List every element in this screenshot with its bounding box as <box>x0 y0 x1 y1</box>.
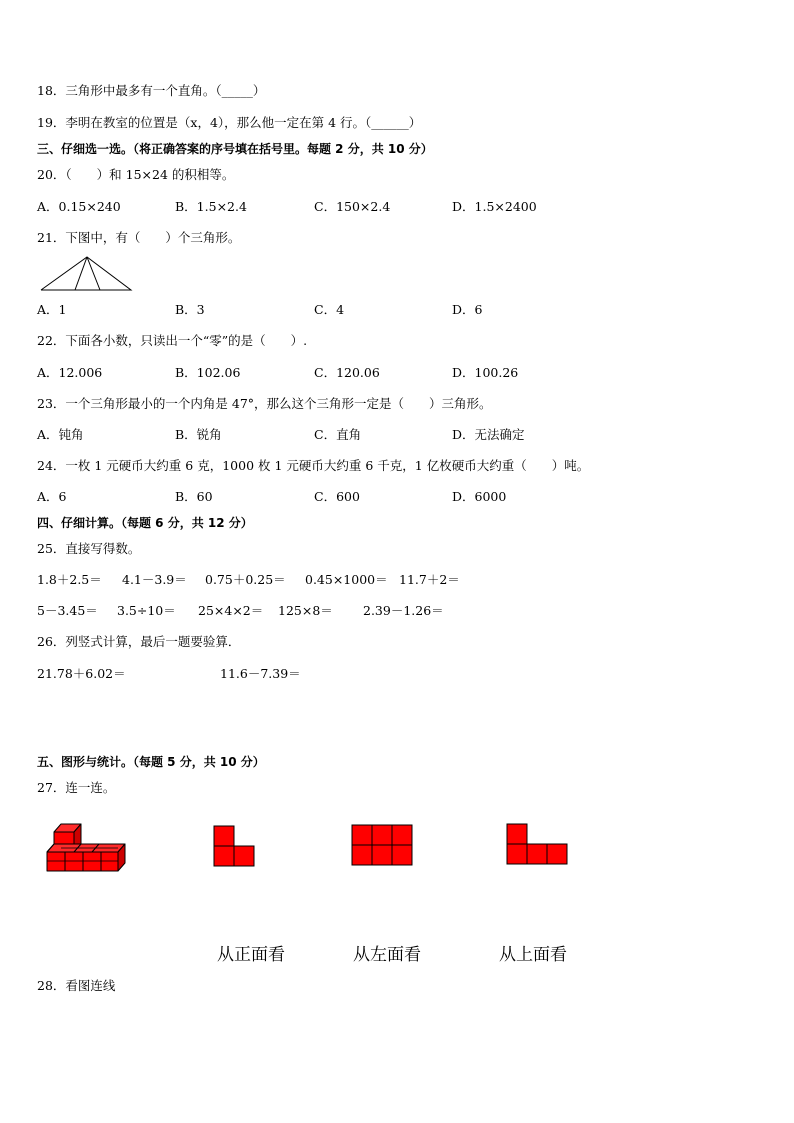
q22-stem: 22．下面各小数，只读出一个“零”的是（ ）. <box>37 333 308 348</box>
q23-option-d: D．无法确定 <box>452 427 525 442</box>
view-label-left: 从左面看 <box>353 945 421 965</box>
q21-option-b: B．3 <box>175 302 205 317</box>
q20-option-d: D．1.5×2400 <box>452 199 537 214</box>
q20-option-a: A．0.15×240 <box>37 199 121 214</box>
section-3-heading: 三、仔细选一选。（将正确答案的序号填在括号里。每题 2 分，共 10 分） <box>37 142 433 156</box>
view-shape-2 <box>351 824 413 866</box>
q22-option-d: D．100.26 <box>452 365 519 380</box>
q20-option-b: B．1.5×2.4 <box>175 199 247 214</box>
triangle-figure <box>40 256 132 292</box>
q21-stem: 21．下图中，有（ ）个三角形。 <box>37 230 241 245</box>
q24-option-a: A．6 <box>37 489 67 504</box>
q25-calc: 25×4×2＝ <box>198 603 264 618</box>
q18: 18．三角形中最多有一个直角。（_____） <box>37 83 266 98</box>
q25-calc: 1.8＋2.5＝ <box>37 572 102 587</box>
q24-option-c: C．600 <box>314 489 360 504</box>
triangle-inner-line-left <box>75 257 87 290</box>
q24-option-d: D．6000 <box>452 489 507 504</box>
q22-option-c: C．120.06 <box>314 365 380 380</box>
q21-option-a: A．1 <box>37 302 67 317</box>
q22-option-b: B．102.06 <box>175 365 241 380</box>
q23-option-b: B．锐角 <box>175 427 222 442</box>
q24-option-b: B．60 <box>175 489 213 504</box>
q25-calc: 3.5÷10＝ <box>117 603 176 618</box>
view-label-front: 从正面看 <box>217 945 285 965</box>
q19: 19．李明在教室的位置是（x，4），那么他一定在第 4 行。（______） <box>37 115 422 130</box>
q25-calc: 11.7＋2＝ <box>399 572 460 587</box>
section-5-heading: 五、图形与统计。（每题 5 分，共 10 分） <box>37 755 265 769</box>
q21-option-c: C．4 <box>314 302 345 317</box>
q25-calc: 125×8＝ <box>278 603 333 618</box>
q27-stem: 27．连一连。 <box>37 780 116 795</box>
q25-calc: 0.45×1000＝ <box>305 572 388 587</box>
section-4-heading: 四、仔细计算。（每题 6 分，共 12 分） <box>37 516 253 530</box>
q23-option-c: C．直角 <box>314 427 362 442</box>
q24-stem: 24．一枚 1 元硬币大约重 6 克，1000 枚 1 元硬币大约重 6 千克，1 亿枚硬币大约重（ ）吨。 <box>37 458 590 473</box>
q22-option-a: A．12.006 <box>37 365 103 380</box>
cube-solid-figure <box>44 814 128 872</box>
q23-option-a: A．钝角 <box>37 427 84 442</box>
q25-calc: 2.39－1.26＝ <box>363 603 444 618</box>
q26-stem: 26．列竖式计算，最后一题要验算． <box>37 634 241 649</box>
q20-option-c: C．150×2.4 <box>314 199 391 214</box>
view-label-top: 从上面看 <box>499 945 567 965</box>
q26-item: 11.6－7.39＝ <box>220 666 301 681</box>
q25-calc: 4.1－3.9＝ <box>122 572 187 587</box>
triangle-outline <box>41 257 131 290</box>
q26-item: 21.78＋6.02＝ <box>37 666 126 681</box>
q25-calc: 5－3.45＝ <box>37 603 98 618</box>
view-shape-3 <box>506 823 568 865</box>
q20-stem: 20．（ ）和 15×24 的积相等。 <box>37 167 235 182</box>
q25-calc: 0.75＋0.25＝ <box>205 572 286 587</box>
q25-stem: 25．直接写得数。 <box>37 541 141 556</box>
view-shape-1 <box>213 825 255 867</box>
q23-stem: 23．一个三角形最小的一个内角是 47°，那么这个三角形一定是（ ）三角形。 <box>37 396 492 411</box>
q21-option-d: D．6 <box>452 302 483 317</box>
q28-stem: 28．看图连线 <box>37 978 116 993</box>
